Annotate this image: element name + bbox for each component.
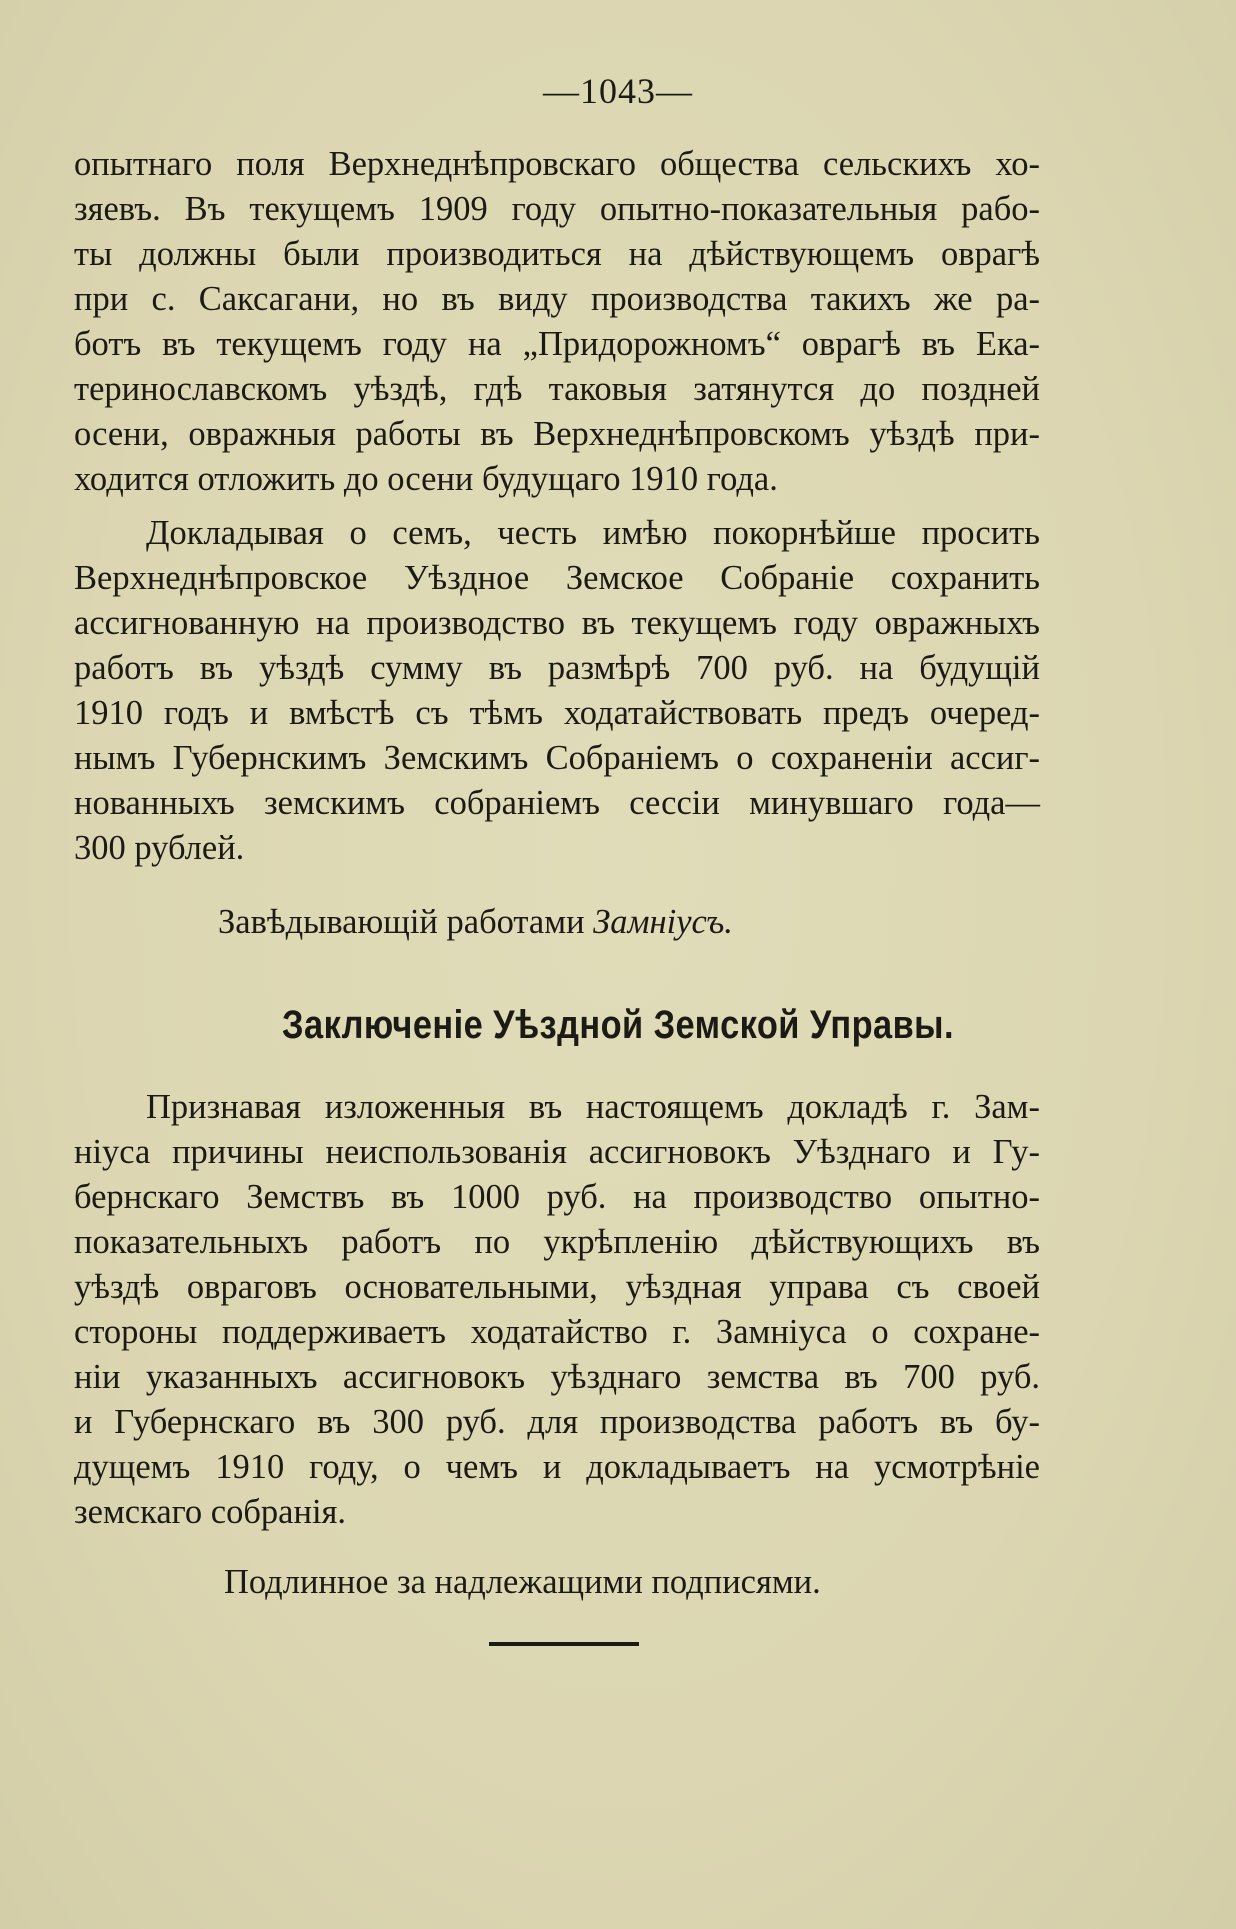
text-line: нымъ Губернскимъ Земскимъ Собраніемъ о сохраненіи ассиг-: [74, 739, 1040, 777]
text-line: ходится отложить до осени будущаго 1910 года.: [74, 460, 778, 498]
text-line: ніи указанныхъ ассигновокъ уѣзднаго земства въ 700 руб.: [74, 1358, 1040, 1396]
text-line: Верхнеднѣпровское Уѣздное Земское Собраніе сохранить: [74, 559, 1040, 597]
text-line: 300 рублей.: [74, 829, 245, 867]
text-line: опытнаго поля Верхнеднѣпровскаго общества сельскихъ хо-: [74, 145, 1040, 183]
text-line: земскаго собранія.: [74, 1493, 347, 1531]
text-line: зяевъ. Въ текущемъ 1909 году опытно-показательныя рабо-: [74, 190, 1040, 228]
signature-line: [218, 900, 733, 945]
text-line: ты должны были производиться на дѣйствующемъ оврагѣ: [74, 235, 1040, 273]
end-rule-divider: [489, 1642, 639, 1646]
closing-note: Подлинное за надлежащими подписями.: [224, 1563, 821, 1601]
text-line: 1910 годъ и вмѣстѣ съ тѣмъ ходатайствовать предъ очеред-: [74, 694, 1040, 732]
section-heading: Заключеніе Уѣздной Земской Управы.: [282, 1003, 954, 1047]
text-line-content: Докладывая о семъ, честь имѣю покорнѣйше просить: [146, 514, 1040, 552]
text-line: стороны поддерживаетъ ходатайство г. Замніуса о сохране-: [74, 1313, 1040, 1351]
text-line: дущемъ 1910 году, о чемъ и докладываетъ на усмотрѣніе: [74, 1448, 1040, 1486]
text-line: ботъ въ текущемъ году на „Придорожномъ“ оврагѣ въ Ека-: [74, 325, 1040, 363]
text-line: осени, овражныя работы въ Верхнеднѣпровскомъ уѣздѣ при-: [74, 415, 1040, 453]
text-line: работъ въ уѣздѣ сумму въ размѣрѣ 700 руб. на будущій: [74, 649, 1040, 687]
signature-title: Завѣдывающій работами: [218, 903, 585, 941]
text-line: теринославскомъ уѣздѣ, гдѣ таковыя затянутся до поздней: [74, 370, 1040, 408]
text-line: и Губернскаго въ 300 руб. для производства работъ въ бу-: [74, 1403, 1040, 1441]
text-line: нованныхъ земскимъ собраніемъ сессіи минувшаго года—: [74, 784, 1040, 822]
text-line: показательныхъ работъ по укрѣпленію дѣйствующихъ въ: [74, 1223, 1040, 1261]
text-line: при с. Саксагани, но въ виду производства такихъ же ра-: [74, 280, 1040, 318]
text-line: ніуса причины неиспользованія ассигновокъ Уѣзднаго и Гу-: [74, 1133, 1040, 1171]
text-line: [74, 511, 1040, 556]
paragraph-continuation: [74, 142, 1040, 502]
text-line: [74, 1085, 1040, 1130]
signature-name: Замніусъ.: [593, 903, 733, 941]
page-number: —1043—: [543, 71, 693, 111]
text-line-content: Признавая изложенныя въ настоящемъ докладѣ г. Зам-: [146, 1088, 1040, 1126]
text-line: бернскаго Земствъ въ 1000 руб. на производство опытно-: [74, 1178, 1040, 1216]
paragraph-conclusion: [74, 1085, 1040, 1535]
text-line: уѣздѣ овраговъ основательными, уѣздная управа съ своей: [74, 1268, 1040, 1306]
text-line: ассигнованную на производство въ текущемъ году овражныхъ: [74, 604, 1040, 642]
paragraph-request: [74, 511, 1040, 871]
